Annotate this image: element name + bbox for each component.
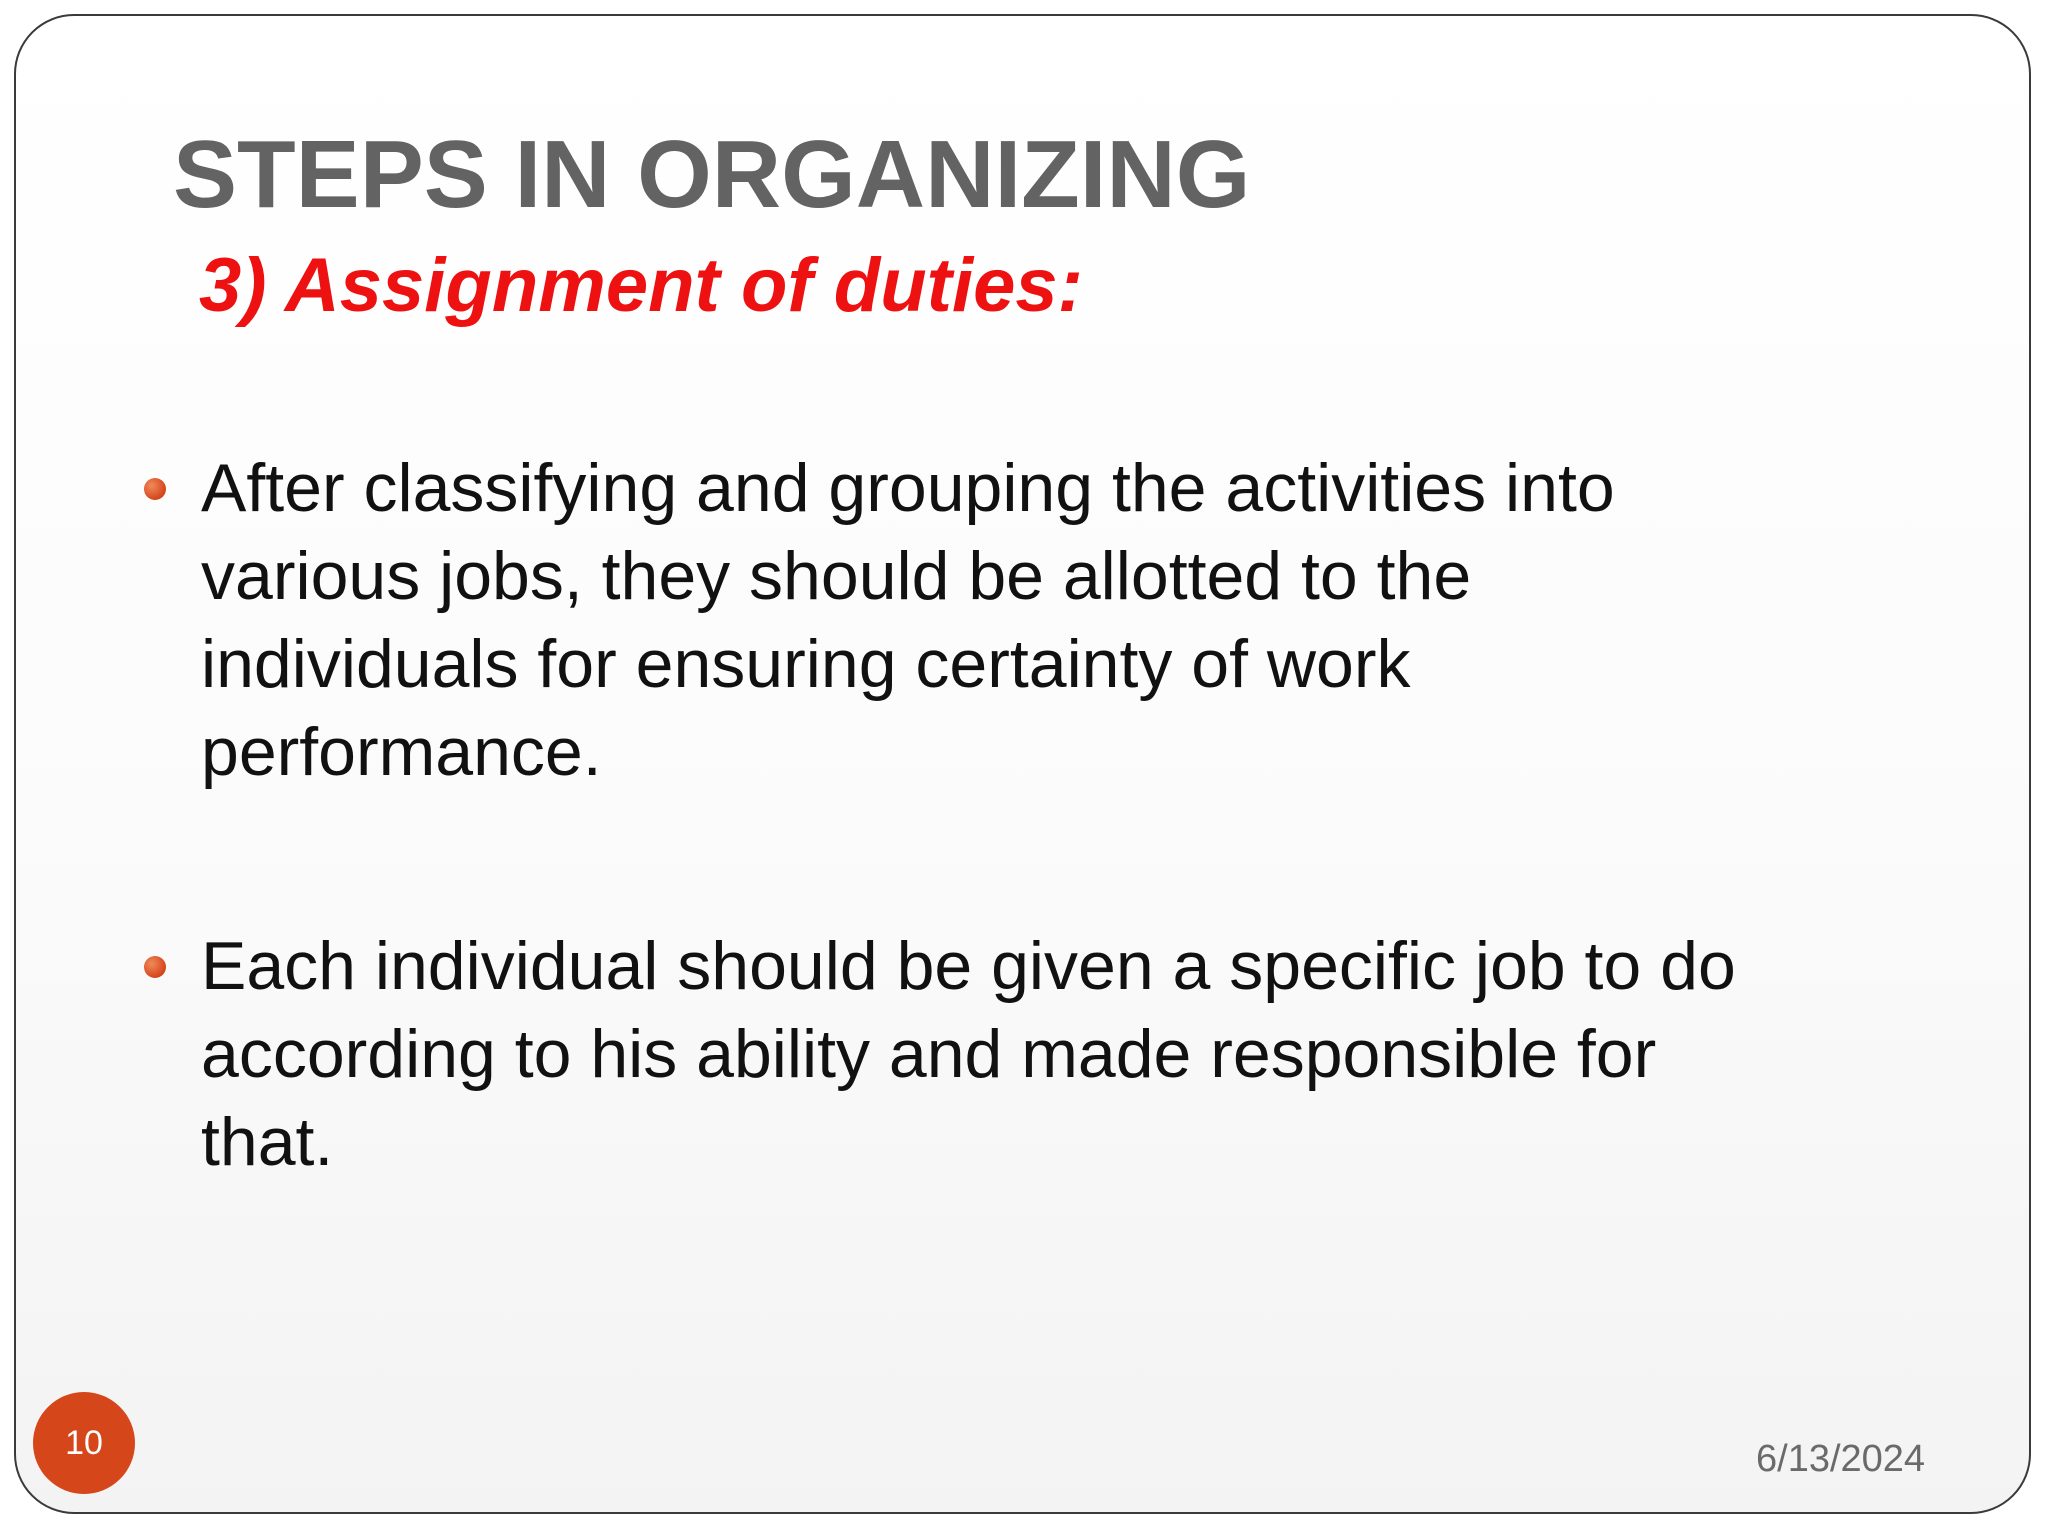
bullet-dot-icon: [144, 956, 166, 978]
bullet-line: according to his ability and made responsible for: [201, 1016, 1657, 1092]
slide-title: STEPS IN ORGANIZING: [173, 121, 1251, 228]
bullet-list: [144, 444, 1944, 1186]
bullet-line: that.: [201, 1104, 334, 1180]
bullet-dot-icon: [144, 478, 166, 500]
bullet-item: [144, 922, 1944, 1186]
slide-frame: [14, 14, 2031, 1514]
bullet-line: After classifying and grouping the activities into: [201, 450, 1615, 526]
bullet-item: [144, 444, 1944, 796]
page-number-badge: 10: [33, 1392, 135, 1494]
bullet-line: Each individual should be given a specific job to do: [201, 928, 1736, 1004]
bullet-line: performance.: [201, 714, 602, 790]
slide-date: 6/13/2024: [1756, 1438, 1926, 1480]
bullet-line: individuals for ensuring certainty of work: [201, 626, 1411, 702]
slide-subtitle: 3) Assignment of duties:: [199, 243, 1083, 328]
bullet-line: various jobs, they should be allotted to the: [201, 538, 1472, 614]
